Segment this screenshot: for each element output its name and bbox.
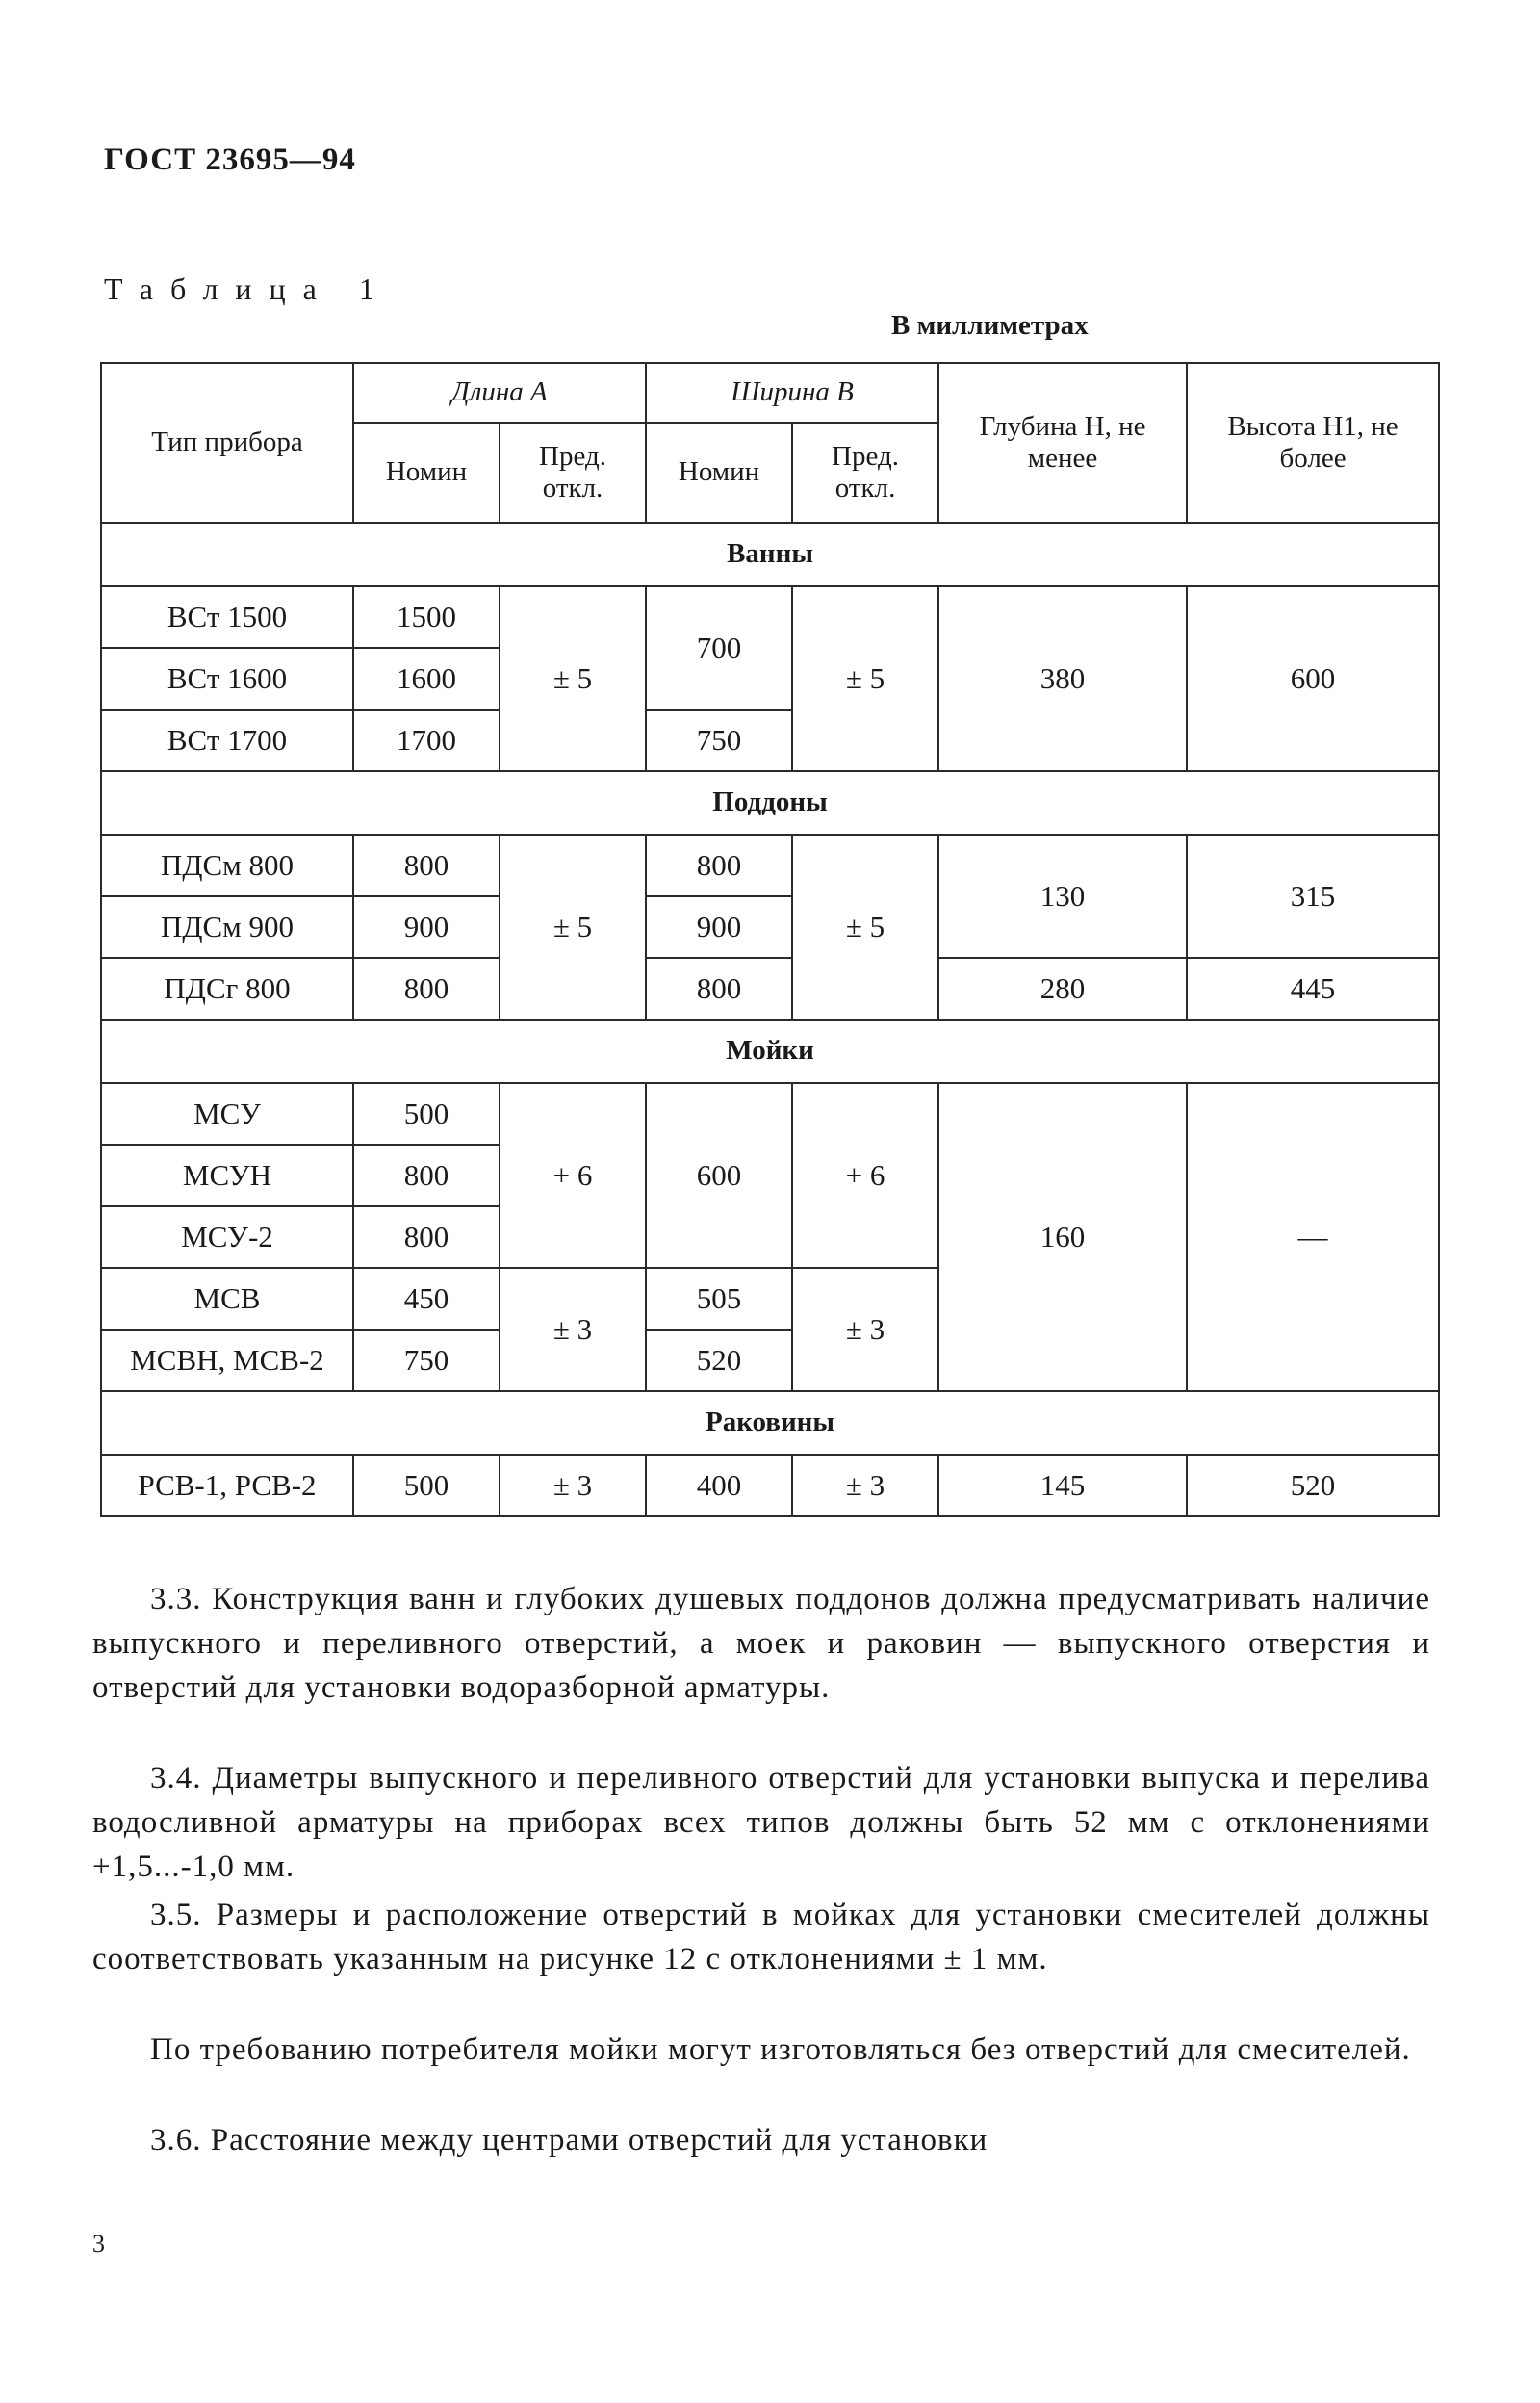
length-cell: 800 <box>353 1206 500 1268</box>
type-cell: МСУ <box>101 1083 353 1145</box>
type-cell: МСУН <box>101 1145 353 1206</box>
length-tolerance-cell: + 6 <box>500 1083 646 1268</box>
length-tolerance-cell: ± 5 <box>500 835 646 1020</box>
section-sinks: Мойки <box>101 1020 1439 1083</box>
type-cell: ВСт 1700 <box>101 710 353 771</box>
header-length-tolerance: Пред. откл. <box>500 423 646 523</box>
section-baths: Ванны <box>101 523 1439 586</box>
header-length-nominal: Номин <box>353 423 500 523</box>
table-row <box>101 1083 1439 1145</box>
units-note: В миллиметрах <box>891 310 1089 341</box>
height-cell: 445 <box>1187 958 1439 1020</box>
length-tolerance-cell: ± 5 <box>500 586 646 771</box>
length-cell: 800 <box>353 835 500 896</box>
type-cell: ПДСг 800 <box>101 958 353 1020</box>
width-tolerance-cell: + 6 <box>792 1083 938 1268</box>
height-cell: 315 <box>1187 835 1439 958</box>
depth-cell: 145 <box>938 1455 1187 1516</box>
width-cell: 750 <box>646 710 792 771</box>
paragraph-3-6: 3.6. Расстояние между центрами отверстий для установки <box>150 2123 988 2158</box>
header-width-nominal: Номин <box>646 423 792 523</box>
length-cell: 800 <box>353 958 500 1020</box>
paragraph-3-5-note: По требованию потребителя мойки могут изготовляться без отверстий для смесителей. <box>150 2032 1411 2067</box>
header-length: Длина A <box>353 363 646 423</box>
length-tolerance-cell: ± 3 <box>500 1455 646 1516</box>
length-tolerance-cell: ± 3 <box>500 1268 646 1391</box>
document-header: ГОСТ 23695—94 <box>104 142 356 177</box>
length-cell: 1500 <box>353 586 500 648</box>
height-cell: — <box>1187 1083 1439 1391</box>
type-cell: ВСт 1500 <box>101 586 353 648</box>
length-cell: 500 <box>353 1455 500 1516</box>
section-trays: Поддоны <box>101 771 1439 835</box>
length-cell: 450 <box>353 1268 500 1330</box>
width-tolerance-cell: ± 3 <box>792 1268 938 1391</box>
table-caption: Таблица 1 <box>104 271 392 306</box>
header-height: Высота H1, не более <box>1187 363 1439 523</box>
width-cell: 700 <box>646 586 792 710</box>
length-cell: 500 <box>353 1083 500 1145</box>
height-cell: 600 <box>1187 586 1439 771</box>
header-width-tolerance: Пред. откл. <box>792 423 938 523</box>
length-cell: 1600 <box>353 648 500 710</box>
width-tolerance-cell: ± 5 <box>792 586 938 771</box>
width-cell: 900 <box>646 896 792 958</box>
section-basins: Раковины <box>101 1391 1439 1455</box>
width-tolerance-cell: ± 5 <box>792 835 938 1020</box>
length-cell: 1700 <box>353 710 500 771</box>
length-cell: 750 <box>353 1330 500 1391</box>
length-cell: 800 <box>353 1145 500 1206</box>
header-width: Ширина B <box>646 363 938 423</box>
height-cell: 520 <box>1187 1455 1439 1516</box>
table-row <box>101 835 1439 896</box>
paragraph-3-3: 3.3. Конструкция ванн и глубоких душевых поддонов должна предусматривать наличие выпускного и переливного отверстий, а моек и раковин — выпускного отверстия и отверстий для установки водоразборной арматуры. <box>92 1582 1430 1705</box>
type-cell: ПДСм 800 <box>101 835 353 896</box>
page-number: 3 <box>92 2230 105 2258</box>
table-row <box>101 1455 1439 1516</box>
width-cell: 400 <box>646 1455 792 1516</box>
depth-cell: 130 <box>938 835 1187 958</box>
width-cell: 600 <box>646 1083 792 1268</box>
type-cell: РСВ-1, РСВ-2 <box>101 1455 353 1516</box>
width-cell: 800 <box>646 958 792 1020</box>
type-cell: ВСт 1600 <box>101 648 353 710</box>
header-depth: Глубина Н, не менее <box>938 363 1187 523</box>
paragraph-3-5: 3.5. Размеры и расположение отверстий в мойках для установки смесителей должны соответствовать указанным на рисунке 12 с отклонениями ± 1 мм. <box>92 1898 1430 1977</box>
header-type: Тип прибора <box>101 363 353 523</box>
width-cell: 800 <box>646 835 792 896</box>
depth-cell: 160 <box>938 1083 1187 1391</box>
dimensions-table <box>100 362 1440 1517</box>
width-cell: 505 <box>646 1268 792 1330</box>
paragraph-3-4: 3.4. Диаметры выпускного и переливного отверстий для установки выпуска и перелива водосливной арматуры на приборах всех типов должны быть 52 мм с отклонениями +1,5...-1,0 мм. <box>92 1761 1430 1884</box>
depth-cell: 280 <box>938 958 1187 1020</box>
type-cell: ПДСм 900 <box>101 896 353 958</box>
depth-cell: 380 <box>938 586 1187 771</box>
table-row <box>101 958 1439 1020</box>
width-cell: 520 <box>646 1330 792 1391</box>
width-tolerance-cell: ± 3 <box>792 1455 938 1516</box>
type-cell: МСВН, МСВ-2 <box>101 1330 353 1391</box>
length-cell: 900 <box>353 896 500 958</box>
type-cell: МСВ <box>101 1268 353 1330</box>
table-row <box>101 586 1439 648</box>
type-cell: МСУ-2 <box>101 1206 353 1268</box>
